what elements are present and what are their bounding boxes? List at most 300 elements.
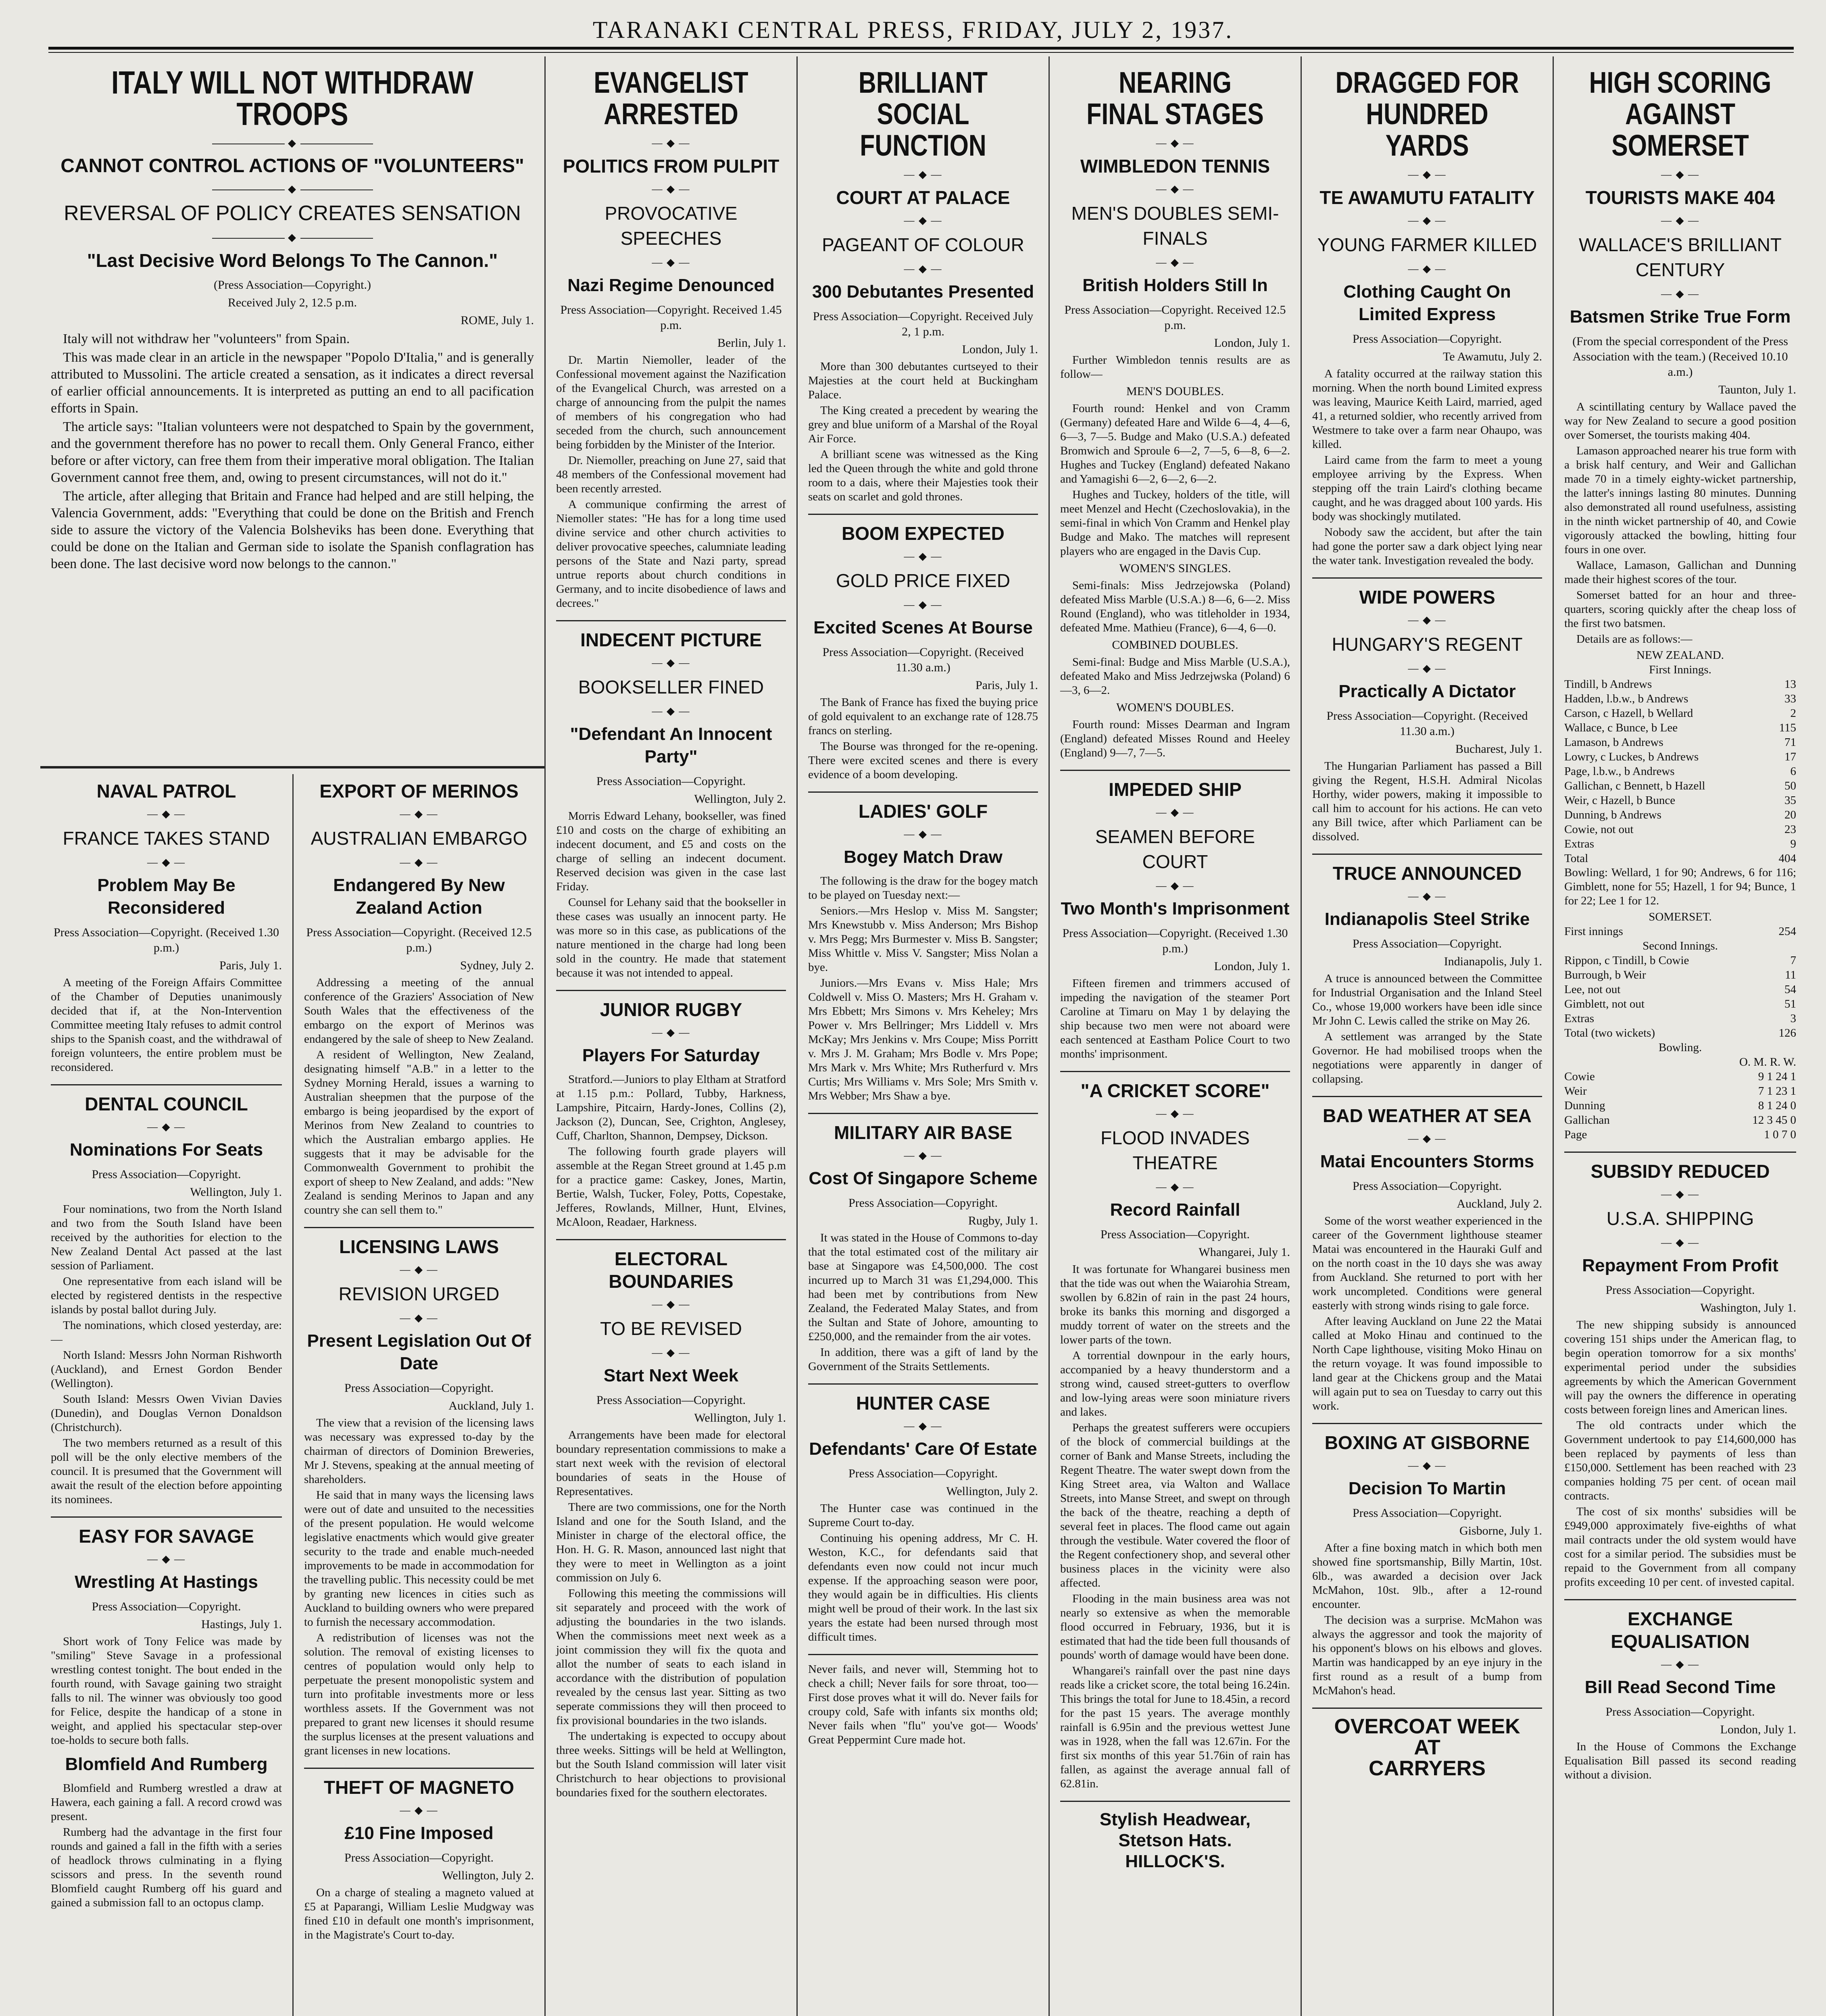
ornament: — ◆ — [652,256,690,268]
ornament: — ◆ — [147,1553,186,1565]
social-subhead-3: 300 Debutantes Presented [812,282,1034,302]
boxing-paragraph: After a fine boxing match in which both men showed fine sportsmanship, Billy Martin, 10st. 6lb., was awarded a decision over Jack McMahon, 10st. 9lb., after a 12-round encounter. [1312,1541,1542,1611]
somerset-paragraph: Details are as follows:— [1576,633,1693,646]
somerset-headline: HIGH SCORING AGAINST SOMERSET [1589,66,1772,162]
bowling-columns: O. M. R. W. [1739,1056,1796,1068]
score-name: First innings [1564,925,1623,938]
blomfield-paragraph: Blomfield and Rumberg wrestled a draw at Hawera, each gaining a fall. A record crowd was present. [51,1782,282,1823]
ornament: — ◆ — [1661,1237,1699,1248]
golf-paragraph: Seniors.—Mrs Heslop v. Miss M. Sangster; Mrs Knewstubb v. Miss Anderson; Mrs Bishop v. Mrs Pegg; Mrs Burmester v. Miss B. Sangster; Miss Whittle v. Miss V. Sangster; Miss Nolan a bye. [808,904,1038,974]
subsidy-assoc: Press Association—Copyright. [1605,1283,1755,1297]
flood-paragraph: It was fortunate for Whangarei business men that the tide was out when the Waiarohia Stream, swollen by 6.82in of rain in the past 24 hours, broke its banks this morning and disgorged a muddy torrent of water on the streets and the lower parts of the town. [1060,1263,1290,1346]
indecent-headline: INDECENT PICTURE [580,629,762,650]
ornament: — ◆ — [1156,183,1194,195]
hunter-assoc: Press Association—Copyright. [848,1467,998,1480]
hungary-headline: WIDE POWERS [1359,587,1495,608]
lead-subhead-2: REVERSAL OF POLICY CREATES SENSATION [64,202,521,225]
hungary-assoc: Press Association—Copyright. (Received 11.30 a.m.) [1326,709,1528,738]
dragged-story [1312,67,1542,568]
merinos-place: Sydney, July 2. [460,959,534,972]
social-assoc: Press Association—Copyright. Received July 2, 1 p.m. [813,310,1034,338]
hungary-subhead-2: Practically A Dictator [1338,681,1516,701]
score-row [1564,764,1796,779]
boxing-headline: BOXING AT GISBORNE [1324,1432,1530,1453]
somerset-subhead-2: WALLACE'S BRILLIANT CENTURY [1578,234,1782,280]
ornament: — ◆ — [652,137,690,149]
savage-subhead: Wrestling At Hastings [75,1572,258,1592]
electoral-subhead: TO BE REVISED [600,1318,742,1339]
ornament: — ◆ — [400,1264,438,1275]
ornament: — ◆ — [1408,215,1447,226]
wimbledon-paragraph: Fourth round: Henkel and von Cramm (Germany) defeated Hare and Wilde 6—4, 4—6, 6—3, 7—5. Budge and Mako (U.S.A.) defeated Bromwich and Sproule 6—2, 7—5, 6—8, 6—2. Hughes and Tuckey (England) defeated Nakano and Yamagishi 6—2, 6—2, 6—2. [1060,402,1290,485]
score-row [1564,750,1796,764]
exchange-story [1564,1608,1796,1782]
score-row [1564,721,1796,735]
boxing-paragraph: The decision was a surprise. McMahon was always the aggressor and took the majority of his opponent's blows on his elbows and gloves. Martin was handicapped by an eye injury in the first round as a result of a bump from McMahon's head. [1312,1614,1542,1697]
wimbledon-section: COMBINED DOUBLES. [1112,638,1238,652]
evangelist-paragraph: Dr. Niemoller, preaching on June 27, said that 48 members of the Confessional movement had been recently arrested. [556,454,786,495]
rugby-story [556,998,786,1229]
score-row [1564,924,1796,939]
golf-headline: LADIES' GOLF [858,801,988,822]
magneto-paragraph: On a charge of stealing a magneto valued at £5 at Paparangi, William Leslie Mudgway was fined £10 in default one month's imprisonment, in the Magistrate's Court to-day. [304,1886,534,1941]
flood-paragraph: Flooding in the main business area was not nearly so extensive as when the memorable flood occurred in February, 1936, but it is estimated that had the tide been full thousands of pounds' worth of damage would have been done. [1060,1592,1290,1662]
scorecard-team: NEW ZEALAND. [1636,649,1724,662]
flood-place: Whangarei, July 1. [1199,1245,1290,1259]
hungary-paragraph: The Hungarian Parliament has passed a Bill giving the Regent, H.S.H. Admiral Nicolas Horthy, wider powers, making it impossible to call him to account for his actions. He can veto any Bill twice, after which Parliament can be dissolved. [1312,760,1542,843]
score-runs: 9 1 24 1 [1758,1070,1796,1083]
divider [1564,1599,1796,1600]
score-runs: 115 [1779,721,1796,734]
ornament: — ◆ — [1661,1188,1699,1200]
boom-subhead: GOLD PRICE FIXED [836,570,1010,591]
ship-paragraph: Fifteen firemen and trimmers accused of impeding the navigation of the steamer Port Caroline at Timaru on May 1 by delaying the ship because two men were not aboard were each sentenced at Eastham Police Court to two months' imprisonment. [1060,977,1290,1060]
ornament: — ◆ — [1408,169,1447,180]
divider [808,791,1038,793]
social-subhead: COURT AT PALACE [836,187,1010,208]
indecent-assoc: Press Association—Copyright. [596,775,746,788]
divider [1312,1708,1542,1709]
wimbledon-paragraph: Semi-finals: Miss Jedrzejowska (Poland) defeated Miss Marble (U.S.A.) 8—6, 6—2. Miss Round (England), who was titleholder in 1934, defeated Mme. Mathieu (France), 6—4, 6—0. [1060,579,1290,634]
indecent-paragraph: Morris Edward Lehany, bookseller, was fined £10 and costs on the charge of exhibiting an indecent document, and £5 and costs on the charge of selling an indecent document. Reserved decision was given in the case last Friday. [556,810,786,893]
wimbledon-paragraph: Semi-final: Budge and Miss Marble (U.S.A.), defeated Mako and Miss Jedrzejwska (Poland) 6—3, 6—2. [1060,656,1290,697]
bowling-list [1564,1069,1796,1142]
score-runs: 6 [1790,765,1796,778]
airbase-paragraph: It was stated in the House of Commons to-day that the total estimated cost of the military air base at Singapore was £4,500,000. The cost incurred up to March 31 was £1,294,000. This had been met by contributions from New Zealand, the Federated Malay States, and from the Sultan and State of Johore, amounting to £250,000, and the remainder from the air votes. [808,1231,1038,1343]
airbase-subhead: Cost Of Singapore Scheme [809,1168,1038,1188]
electoral-assoc: Press Association—Copyright. [596,1393,746,1407]
blomfield-paragraph: Rumberg had the advantage in the first four rounds and gained a fall in the fifth with a series of headlock throws culminating in a flying scissors and press. In the seventh round Blomfield caught Rumberg off his guard and gained a submission fall to an octopus clamp. [51,1826,282,1909]
social-paragraph: A brilliant scene was witnessed as the King led the Queen through the white and gold throne room to a dais, where their Majesties took their seats on scarlet and gold thrones. [808,448,1038,503]
hunter-paragraph: Continuing his opening address, Mr C. H. Weston, K.C., for defendants said that defendants even now could not incur much expense. If the approaching season were poor, they would again be in difficulties. His clients might well be proud of their work. In the last six years the estate had been nursed through most difficult times. [808,1532,1038,1643]
dental-place: Wellington, July 1. [190,1185,282,1199]
dragged-subhead-3: Clothing Caught On Limited Express [1343,282,1511,324]
score-name: Total [1564,852,1588,865]
licensing-paragraph: A redistribution of licenses was not the solution. The removal of existing licenses to centres of population would only help to perpetuate the present monopolistic system and turn into profitable investments more or less worthless assets. If the Government was not prepared to grant new licenses it should resume the surplus licenses at the present valuations and grant licenses in new locations. [304,1631,534,1757]
divider [1312,577,1542,579]
wimbledon-section: WOMEN'S SINGLES. [1119,562,1231,575]
ship-subhead-2: Two Month's Imprisonment [1061,899,1290,918]
peppermint-ad: Never fails, and never will, Stemming hot to check a chill; Never fails for sore throat, too— First dose proves what it will do. Never fails for croupy cold, Safe with infants six months old; Never fails when "flu" you've got— Woods' Great Peppermint Cure made hot. [808,1663,1038,1746]
subsidy-paragraph: The new shipping subsidy is announced covering 151 ships under the American flag, to begin operation tomorrow for a six months' experimental period under the subsidies agreements by which the American Government will pay the owners the difference in operating costs between foreign lines and American lines. [1564,1318,1796,1416]
ornament: — ◆ — [1661,215,1699,226]
weather-story [1312,1104,1542,1413]
electoral-subhead-2: Start Next Week [603,1366,739,1385]
score-runs: 1 0 7 0 [1764,1128,1796,1141]
golf-paragraph: Juniors.—Mrs Evans v. Miss Hale; Mrs Coldwell v. Miss O. Masters; Mrs H. Graham v. Mrs Ebbett; Mrs Simons v. Mrs Keheley; Mrs Power v. Mrs Bellringer; Mrs Liddell v. Mrs McKay; Mrs Jenkins v. Mrs Coupe; Miss Porritt v. Mrs J. M. Graham; Mrs Bodle v. Mrs Pope; Mrs Mark v. Mrs White; Mrs Rutherfurd v. Mrs Curtis; Mrs Williams v. Mrs Sole; Mrs Smith v. Mrs Webber; Mrs Shaw a bye. [808,977,1038,1102]
score-row [1564,953,1796,968]
truce-assoc: Press Association—Copyright. [1352,937,1502,950]
score-name: Page, l.b.w., b Andrews [1564,765,1675,778]
merinos-subhead: AUSTRALIAN EMBARGO [311,828,527,849]
ship-place: London, July 1. [1214,960,1290,973]
ship-story [1060,778,1290,1061]
score-runs: 8 1 24 0 [1758,1099,1796,1112]
dental-paragraph: One representative from each island will be elected by registered dentists in the respective islands by postal ballot during July. [51,1275,282,1316]
airbase-place: Rugby, July 1. [968,1214,1038,1227]
ornament: — ◆ — [652,657,690,669]
truce-place: Indianapolis, July 1. [1444,955,1542,968]
wimbledon-assoc: Press Association—Copyright. Received 12.5 p.m. [1064,303,1286,332]
masthead-rule [48,47,1794,53]
truce-subhead: Indianapolis Steel Strike [1324,909,1530,929]
magneto-place: Wellington, July 2. [442,1869,534,1882]
score-name: Wallace, c Bunce, b Lee [1564,721,1678,734]
rugby-subhead: Players For Saturday [582,1045,760,1065]
hunter-headline: HUNTER CASE [856,1393,990,1414]
score-row [1564,851,1796,866]
subsidy-subhead: U.S.A. SHIPPING [1606,1208,1754,1229]
ornament: — ◆ — [1661,169,1699,180]
boxing-subhead: Decision To Martin [1348,1479,1506,1498]
wimbledon-subhead: WIMBLEDON TENNIS [1080,156,1270,177]
overcoat-ad-line: AT [1414,1736,1440,1759]
score-name: Page [1564,1128,1587,1141]
electoral-place: Wellington, July 1. [694,1411,786,1425]
social-paragraph: More than 300 debutantes curtseyed to their Majesties at the court held at Buckingham Palace. [808,360,1038,401]
golf-subhead: Bogey Match Draw [844,847,1003,867]
score-name: Weir, c Hazell, b Bunce [1564,794,1676,807]
truce-paragraph: A settlement was arranged by the State Governor. He had mobilised troops when the negotiations were apparently in danger of collapsing. [1312,1030,1542,1085]
magneto-headline: THEFT OF MAGNETO [324,1777,514,1798]
column-7 [1553,56,1807,2016]
electoral-paragraph: There are two commissions, one for the North Island and one for the South Island, and the Minister in charge of the electoral office, the Hon. H. G. R. Mason, announced last night that they were to meet in Wellington as a joint commission on July 6. [556,1501,786,1584]
hunter-story [808,1392,1038,1644]
somerset-place: Taunton, July 1. [1718,383,1796,396]
lead-assoc: (Press Association—Copyright.) [214,278,371,292]
exchange-headline: EXCHANGE EQUALISATION [1611,1608,1750,1652]
score-runs: 13 [1784,678,1796,691]
weather-paragraph: After leaving Auckland on June 22 the Matai called at Moko Hinau and continued to the North Cape lighthouse, visiting Moko Hinau on the return voyage. It was found impossible to land gear at the Chickens group and the Matai will again put to sea on Tuesday to carry out this work. [1312,1315,1542,1412]
dental-assoc: Press Association—Copyright. [92,1168,241,1181]
column-a [40,774,292,2016]
boom-assoc: Press Association—Copyright. (Received 11.30 a.m.) [822,646,1024,674]
savage-headline: EASY FOR SAVAGE [79,1526,254,1547]
wimbledon-section: WOMEN'S DOUBLES. [1116,701,1234,714]
weather-subhead: Matai Encounters Storms [1320,1152,1534,1171]
airbase-headline: MILITARY AIR BASE [834,1122,1013,1143]
ornament: — ◆ — [1156,1181,1194,1193]
dragged-subhead: TE AWAMUTU FATALITY [1319,187,1535,208]
flood-story [1060,1079,1290,1791]
column-6 [1301,56,1553,2016]
ornament: — ◆ — [1156,806,1194,818]
score-runs: 11 [1785,968,1796,981]
score-runs: 35 [1784,794,1796,807]
score-runs: 54 [1784,983,1796,996]
scorecard [1564,648,1796,1142]
evangelist-headline: EVANGELIST ARRESTED [594,66,748,131]
score-row [1564,677,1796,691]
somerset-story [1564,67,1796,1142]
naval-place: Paris, July 1. [219,959,282,972]
ornament: — ◆ — [652,1298,690,1310]
lead-paragraph: The article says: "Italian volunteers were not despatched to Spain by the government, and the government therefore has no power to recall them. Only General Franco, either before or after victory, can free them from their imperative moral obligation. The Italian Government cannot free them, and, owing to present circumstances, will not do it." [51,419,534,485]
score-row [1564,691,1796,706]
score-runs: 126 [1778,1027,1796,1039]
score-row [1564,735,1796,750]
hillock-ad-line: HILLOCK'S. [1125,1851,1225,1871]
column-5 [1048,56,1301,2016]
score-name: Lee, not out [1564,983,1621,996]
hunter-subhead: Defendants' Care Of Estate [809,1439,1037,1459]
rugby-paragraph: The following fourth grade players will assemble at the Regan Street ground at 1.45 p.m for a practice game: Caskey, Jones, Martin, Bertie, Walsh, Tucker, Foley, Potts, Copestake, Jefferes, Rowlands, Millner, Hunt, Elvines, McAloon, Readaer, Harkness. [556,1145,786,1229]
somerset-paragraph: Wallace, Lamason, Gallichan and Dunning made their highest scores of the tour. [1564,559,1796,586]
boxing-place: Gisborne, July 1. [1459,1524,1542,1537]
bowling-heading: Bowling. [1658,1041,1702,1054]
lead-received: Received July 2, 12.5 p.m. [228,296,357,309]
ornament: ◆ [51,183,534,195]
indecent-place: Wellington, July 2. [694,792,786,806]
savage-assoc: Press Association—Copyright. [92,1600,241,1613]
score-runs: 12 3 45 0 [1752,1114,1796,1127]
score-runs: 17 [1784,750,1796,763]
score-name: Cowie, not out [1564,823,1634,836]
social-headline: BRILLIANT SOCIAL FUNCTION [858,66,988,162]
dragged-paragraph: Laird came from the farm to meet a young employee arriving by the Express. When stepping off the train Laird's clothing became caught, and he was dragged about 100 yards. His body was shockingly mutilated. [1312,454,1542,523]
lead-subhead-3: "Last Decisive Word Belongs To The Cannon." [87,250,498,271]
divider [556,620,786,621]
wimbledon-subhead-3: British Holders Still In [1082,275,1268,295]
social-story [808,67,1038,504]
dental-headline: DENTAL COUNCIL [85,1093,248,1114]
score-runs: 7 [1790,954,1796,967]
overcoat-ad-line: CARRYERS [1369,1757,1486,1780]
evangelist-paragraph: A communique confirming the arrest of Niemoller states: "He has for a long time used divine service and other church activities to deliver provocative speeches, calumniate leading persons of the State and Nazi party, spread untrue reports about church conditions in Germany, and to incite disobedience of laws and decrees." [556,498,786,610]
score-runs: 33 [1784,692,1796,705]
score-runs: 50 [1784,779,1796,792]
ornament: — ◆ — [904,215,942,226]
score-runs: 7 1 23 1 [1758,1085,1796,1098]
airbase-story [808,1121,1038,1374]
golf-story [808,800,1038,1103]
lead-place: ROME, July 1. [461,314,534,327]
weather-place: Auckland, July 2. [1457,1197,1542,1210]
scorecard-innings: First Innings. [1649,663,1711,676]
evangelist-place: Berlin, July 1. [717,336,786,350]
exchange-assoc: Press Association—Copyright. [1605,1705,1755,1718]
licensing-paragraph: He said that in many ways the licensing laws were out of date and unsuited to the necessities of the present population. He would welcome legislative enactments which would give greater security to the trade and enable much-needed improvements to be made in accommodation for the travelling public. This necessity could be met by granting new licences in cities such as Auckland to building owners who were prepared to furnish the necessary accommodation. [304,1489,534,1629]
ornament: — ◆ — [147,856,186,868]
score-name: Burrough, b Weir [1564,968,1646,981]
ornament: — ◆ — [147,808,186,820]
divider [808,1383,1038,1385]
boxing-story [1312,1431,1542,1698]
naval-subhead-2: Problem May Be Reconsidered [97,875,236,918]
batting-list [1564,677,1796,851]
score-runs: 23 [1784,823,1796,836]
ornament: ◆ [51,231,534,244]
ornament: — ◆ — [1661,288,1699,300]
ornament: — ◆ — [1661,1658,1699,1670]
electoral-paragraph: Following this meeting the commissions will sit separately and proceed with the work of adjusting the boundaries in the two islands. When the commissions meet next week as a joint commission they will fix the quota and allot the number of seats to each island in accordance with the distribution of population revealed by the census last year. Sitting as two seperate commissions they will then proceed to fix provisional boundaries in the two islands. [556,1587,786,1727]
score-row [1564,808,1796,822]
bowling-summary: Bowling: Wellard, 1 for 90; Andrews, 6 for 116; Gimblett, none for 55; Hazell, 1 for 94; Bunce, 1 for 22; Lee 1 for 12. [1564,866,1796,907]
evangelist-assoc: Press Association—Copyright. Received 1.45 p.m. [560,303,782,332]
dragged-headline: DRAGGED FOR HUNDRED YARDS [1335,66,1519,162]
divider [1060,1801,1290,1802]
dental-paragraph: Four nominations, two from the North Island and two from the South Island have been received by the authorities for election to the New Zealand Dental Act passed at the last session of Parliament. [51,1203,282,1272]
indecent-story [556,629,786,980]
naval-headline: NAVAL PATROL [96,781,236,802]
licensing-assoc: Press Association—Copyright. [344,1381,494,1395]
subsidy-headline: SUBSIDY REDUCED [1590,1161,1770,1182]
hungary-story [1312,586,1542,844]
merinos-headline: EXPORT OF MERINOS [319,781,519,802]
score-name: Lamason, b Andrews [1564,736,1663,749]
dragged-assoc: Press Association—Copyright. [1352,332,1502,346]
ornament: — ◆ — [652,705,690,717]
subsidy-subhead-2: Repayment From Profit [1582,1256,1778,1275]
wimbledon-paragraph: Further Wimbledon tennis results are as follow— [1060,354,1290,381]
licensing-subhead: REVISION URGED [338,1283,500,1304]
dental-paragraph: The two members returned as a result of this poll will be the only elective members of the council. It is presumed that the Government will await the result of the election before appointing its nominees. [51,1437,282,1506]
savage-paragraph: Short work of Tony Felice was made by "smiling" Steve Savage in a professional wrestling contest tonight. The bout ended in the fourth round, with Savage gaining two straight falls to nil. The winner was obviously too good for Felice, despite the handicap of a stone in weight, and applied his spectacular step-over toe-holds to secure both falls. [51,1635,282,1747]
score-row [1564,1113,1796,1127]
cricket-score-headline: "A CRICKET SCORE" [1080,1080,1270,1101]
exchange-paragraph: In the House of Commons the Exchange Equalisation Bill passed its second reading without a division. [1564,1740,1796,1781]
evangelist-subhead: POLITICS FROM PULPIT [563,156,780,177]
ornament: — ◆ — [904,599,942,610]
divider [1312,1096,1542,1097]
ornament: — ◆ — [1408,1460,1447,1471]
magneto-subhead: £10 Fine Imposed [344,1823,494,1843]
ornament: — ◆ — [904,263,942,275]
naval-subhead: FRANCE TAKES STAND [63,828,270,849]
naval-story [51,780,282,1075]
ornament: — ◆ — [1156,1108,1194,1119]
ornament: — ◆ — [1408,1133,1447,1144]
boom-headline: BOOM EXPECTED [842,523,1005,544]
indecent-subhead-2: "Defendant An Innocent Party" [570,724,772,766]
hunter-paragraph: The Hunter case was continued in the Supreme Court to-day. [808,1502,1038,1529]
divider [1060,1071,1290,1072]
evangelist-story [556,67,786,610]
wimbledon-paragraph: Fourth round: Misses Dearman and Ingram (England) defeated Misses Round and Heeley (England) 9—7, 7—5. [1060,718,1290,759]
magneto-assoc: Press Association—Copyright. [344,1851,494,1864]
merinos-paragraph: A resident of Wellington, New Zealand, designating himself "A.B." in a letter to the Sydney Morning Herald, issues a warning to Australian sheepmen that the purpose of the embargo is being jeopardised by the export of Merinos from New Zealand to countries to which the Australian embargo applies. He suggests that it may be advisable for the Commonwealth Government to prohibit the export of sheep to New Zealand, and adds: "New Zealand is sending Merinos to Japan and any country she can sell them to." [304,1048,534,1216]
social-paragraph: The King created a precedent by wearing the grey and blue uniform of a Marshal of the Royal Air Force. [808,404,1038,445]
score-name: Gimblett, not out [1564,998,1645,1010]
ornament: — ◆ — [904,550,942,562]
naval-paragraph: A meeting of the Foreign Affairs Committee of the Chamber of Deputies unanimously decided that if, at the Non-Intervention Committee meeting Italy refuses to admit control ships to the Spanish coast, and the withdrawal of foreign volunteers, the entire problem must be reconsidered. [51,976,282,1074]
ornament: — ◆ — [652,183,690,195]
dental-subhead: Nominations For Seats [69,1140,263,1160]
score-row [1564,1084,1796,1098]
electoral-headline: ELECTORAL BOUNDARIES [609,1248,734,1292]
score-runs: 20 [1784,808,1796,821]
score-row [1564,793,1796,808]
boom-story [808,522,1038,782]
divider [51,1084,282,1085]
boom-paragraph: The Bank of France has fixed the buying price of gold equivalent to an exchange rate of 128.75 francs on sterling. [808,696,1038,737]
divider [556,1239,786,1240]
weather-assoc: Press Association—Copyright. [1352,1179,1502,1193]
lead-paragraph: The article, after alleging that Britain and France had helped and are still helping, the Valencia Government, adds: "Everything that could be done on the British and French side to assure the victory of the Valencia Bolsheviks has been done. Everything that could be done on the Italian and German side to isolate the Spanish conflagration has been done. The last decisive word now belongs to the cannon." [51,489,534,571]
score-name: Lowry, c Luckes, b Andrews [1564,750,1699,763]
ornament: — ◆ — [1408,614,1447,626]
electoral-paragraph: The undertaking is expected to occupy about three weeks. Sittings will be held at Wellington, but the South Island commission will later visit Christchurch to hear objections to provisional boundaries fixed for the southern electorates. [556,1730,786,1799]
merinos-subhead-2: Endangered By New Zealand Action [333,875,505,918]
boxing-assoc: Press Association—Copyright. [1352,1506,1502,1520]
score-name: Rippon, c Tindill, b Cowie [1564,954,1689,967]
ornament: — ◆ — [400,856,438,868]
hillock-ad-line: Stetson Hats. [1118,1831,1232,1850]
dragged-paragraph: A fatality occurred at the railway station this morning. When the north bound Limited express was leaving, Maurice Keith Laird, married, aged 41, a returned soldier, who recently arrived from Westmere to take over a farm near Ohaupo, was killed. [1312,367,1542,451]
merinos-assoc: Press Association—Copyright. (Received 12.5 p.m.) [306,926,532,954]
score-name: Extras [1564,1012,1595,1025]
flood-paragraph: A torrential downpour in the early hours, accompanied by a heavy thunderstorm and a strong wind, caused street-gutters to overflow and low-lying areas were soon miniature rivers and lakes. [1060,1349,1290,1418]
boom-place: Paris, July 1. [975,679,1038,692]
subsidy-place: Washington, July 1. [1700,1301,1796,1314]
score-row [1564,982,1796,997]
evangelist-subhead-2: PROVOCATIVE SPEECHES [604,203,738,249]
ship-headline: IMPEDED SHIP [1109,779,1242,800]
batting-list [1564,953,1796,1026]
flood-headline: FLOOD INVADES THEATRE [1101,1127,1250,1173]
score-row [1564,1069,1796,1084]
licensing-headline: LICENSING LAWS [339,1236,499,1257]
divider [808,1654,1038,1655]
dental-paragraph: North Island: Messrs John Norman Rishworth (Auckland), and Ernest Gordon Bender (Wellington). [51,1349,282,1390]
airbase-assoc: Press Association—Copyright. [848,1196,998,1210]
exchange-place: London, July 1. [1720,1723,1796,1736]
ornament: — ◆ — [904,1420,942,1432]
subsidy-story [1564,1160,1796,1589]
dragged-subhead-2: YOUNG FARMER KILLED [1317,234,1537,255]
boom-subhead-2: Excited Scenes At Bourse [813,618,1033,637]
score-runs: 9 [1790,837,1796,850]
score-name: Hadden, l.b.w., b Andrews [1564,692,1688,705]
ornament: — ◆ — [904,169,942,180]
ship-subhead: SEAMEN BEFORE COURT [1095,826,1255,872]
score-runs: 2 [1790,707,1796,720]
somerset-paragraph: Somerset batted for an hour and three-quarters, scoring quickly after the cheap loss of the first two batsmen. [1564,589,1796,630]
somerset-assoc: (From the special correspondent of the Press Association with the team.) (Received 10.10 a.m.) [1572,335,1788,379]
score-name: Cowie [1564,1070,1595,1083]
licensing-paragraph: The view that a revision of the licensing laws was necessary was expressed to-day by the chairman of directors of Dominion Breweries, Mr J. Stevens, speaking at the annual meeting of shareholders. [304,1416,534,1486]
electoral-paragraph: Arrangements have been made for electoral boundary representation commissions to make a start next week with the revision of electoral boundaries of seats in the House of Representatives. [556,1429,786,1498]
score-name: Dunning [1564,1099,1605,1112]
score-row [1564,1127,1796,1142]
weather-paragraph: Some of the worst weather experienced in the career of the Government lighthouse steamer Matai was encountered in the Hauraki Gulf and on the north coast in the 10 days she was away from Auckland. She returned to port with her work uncompleted. Conditions were general easterly with strong winds rising to gale force. [1312,1214,1542,1312]
column-b [292,774,544,2016]
column-3 [544,56,796,2016]
lead-paragraph: This was made clear in an article in the newspaper "Popolo D'Italia," and is generally attributed to Mussolini. The article created a sensation, as it indicates a direct reversal of earlier official announcements. It is interpreted as putting an end to all pacification efforts in Spain. [51,350,534,416]
lead-subhead: CANNOT CONTROL ACTIONS OF "VOLUNTEERS" [60,155,524,177]
score-runs: 254 [1778,925,1796,938]
subsidy-paragraph: The cost of six months' subsidies will be £949,000 approximately five-eighths of what mail contracts under the old system would have cost for a similar period. The subsidies must be repaid to the Government from all company profits exceeding 10 per cent. of invested capital. [1564,1505,1796,1589]
